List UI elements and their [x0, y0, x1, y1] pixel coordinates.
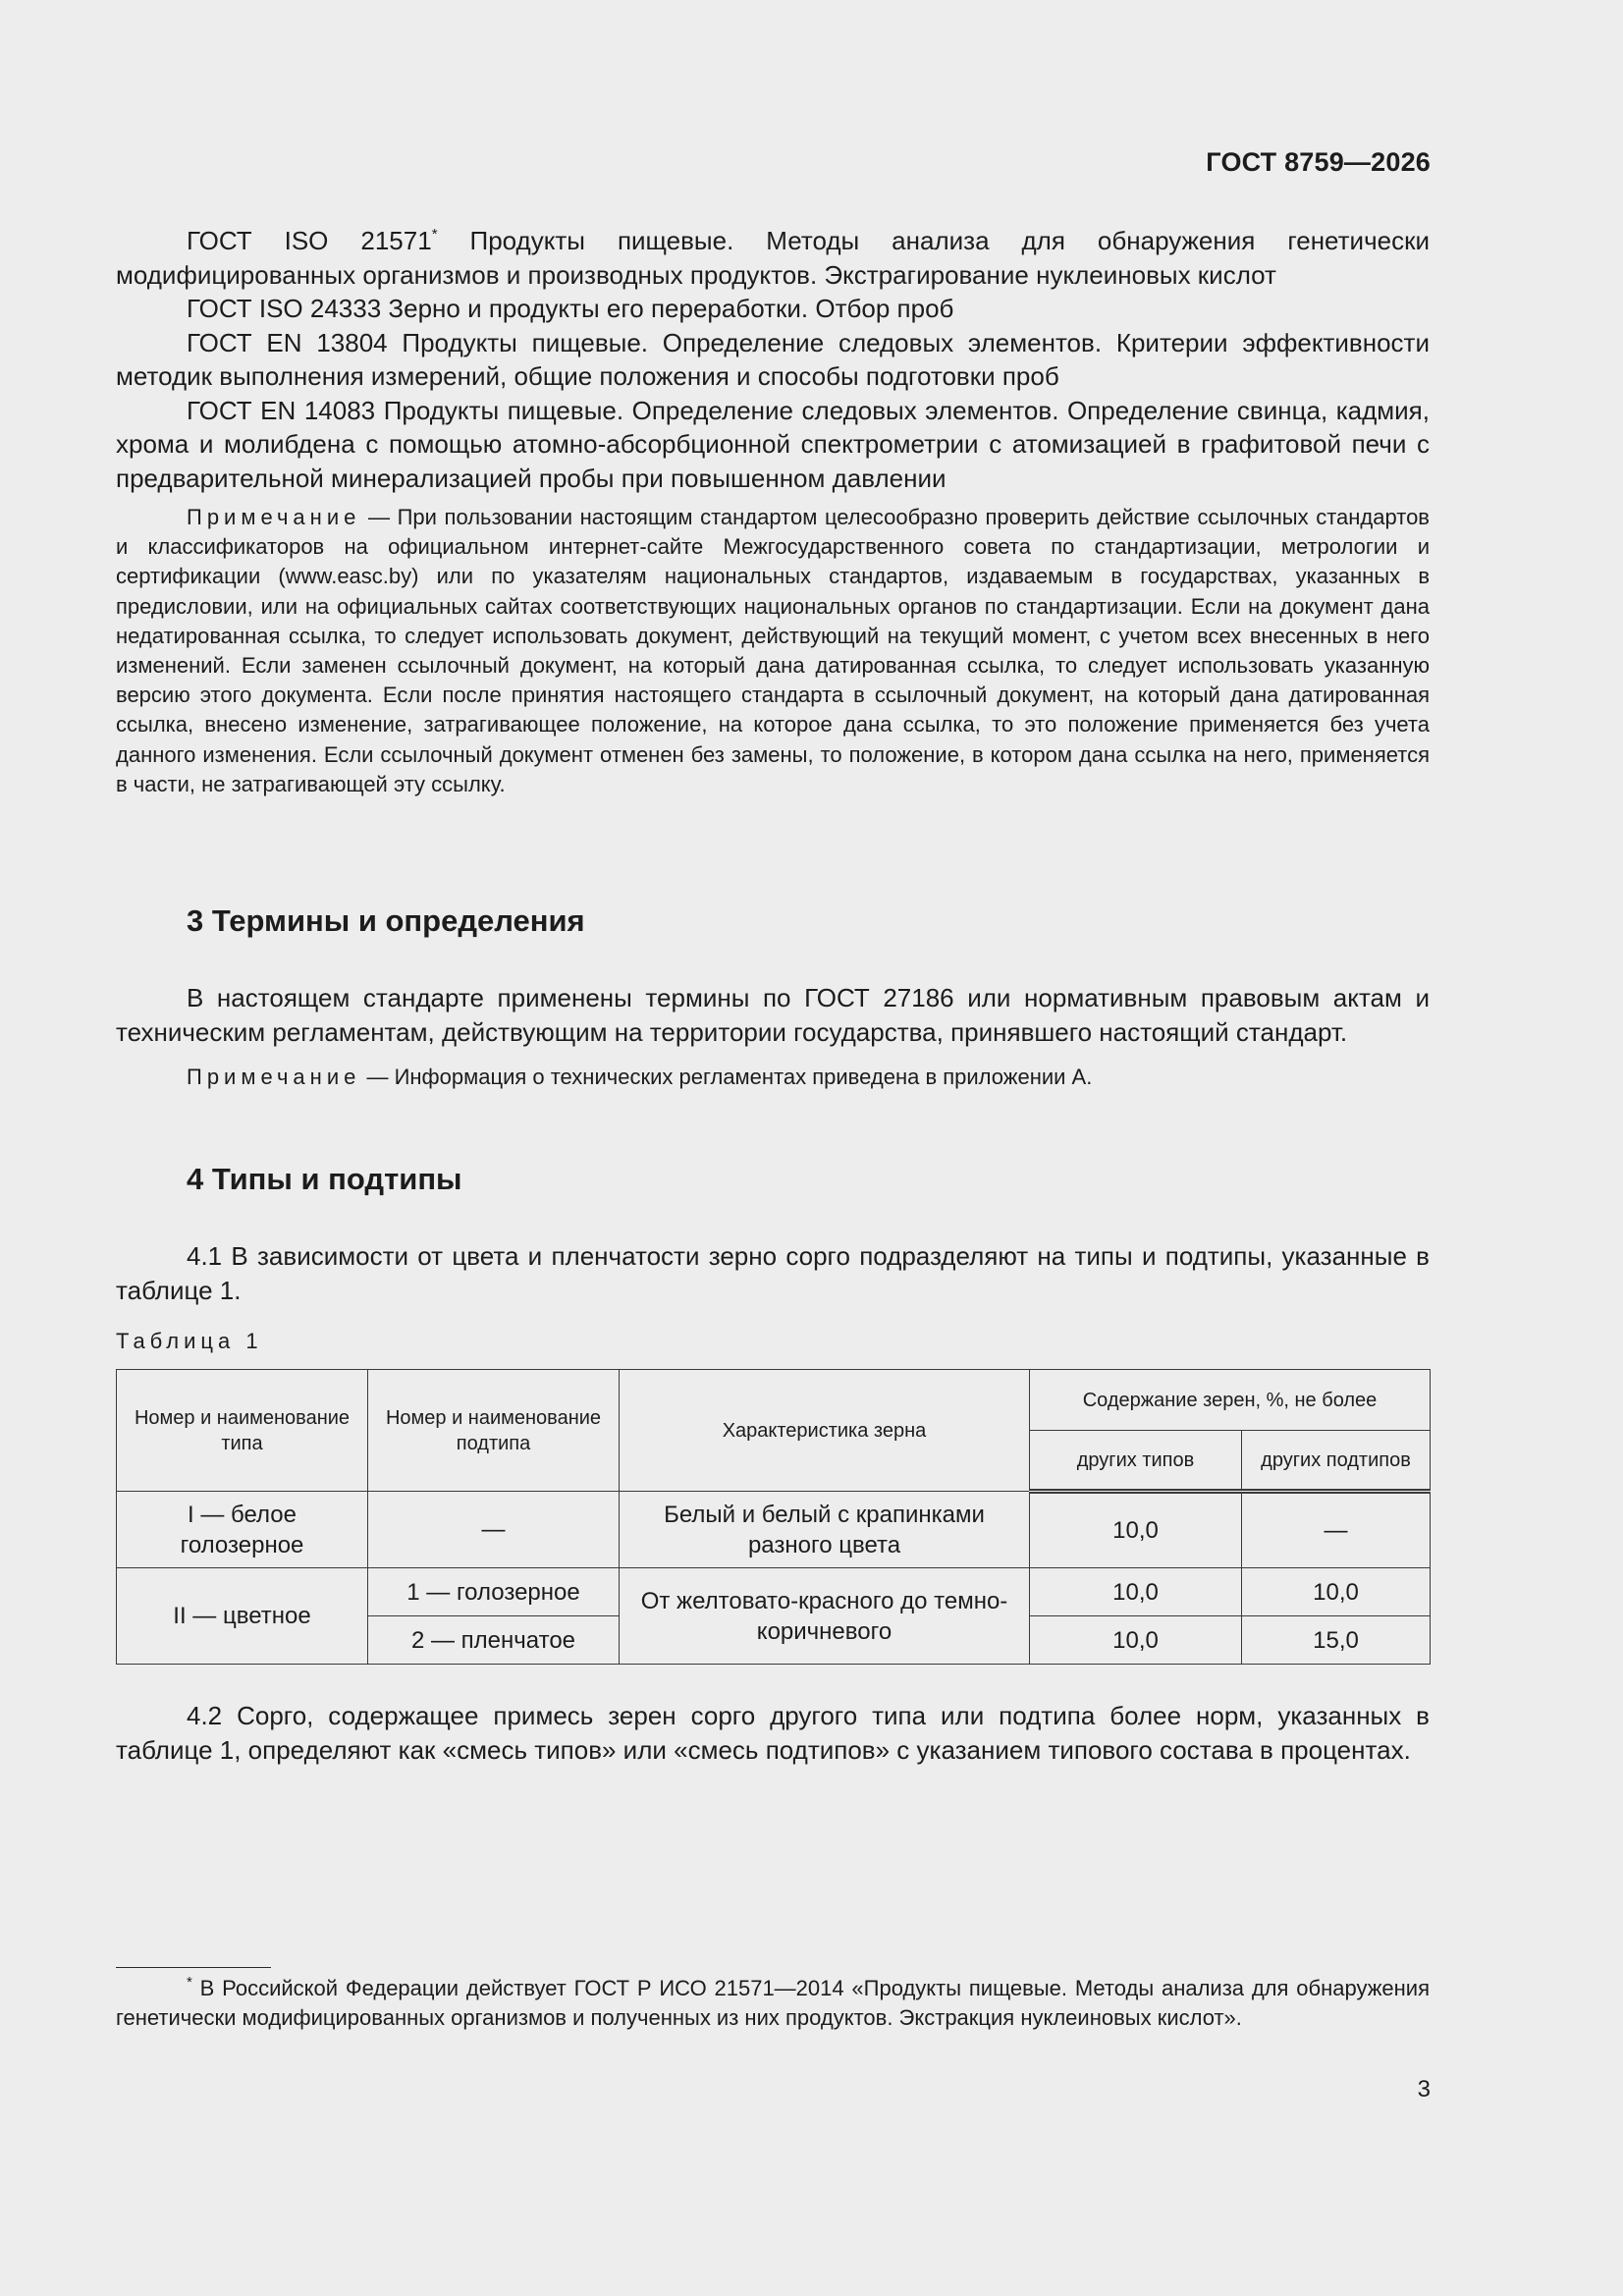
table-header-row	[117, 1370, 1431, 1431]
references-list	[116, 224, 1430, 495]
cell-other-types: 10,0	[1030, 1492, 1242, 1568]
section-3-paragraph: В настоящем стандарте применены термины по ГОСТ 27186 или нормативным правовым актам и техническим регламентам, действующим на территории государства, принявшего настоящий стандарт.	[116, 983, 1430, 1047]
header-type: Номер и наименование типа	[117, 1370, 368, 1492]
table-row	[117, 1492, 1431, 1568]
cell-subtype: 2 — пленчатое	[368, 1616, 620, 1665]
section-3-heading: 3 Термины и определения	[187, 903, 585, 938]
note-label: Примечание	[187, 505, 361, 529]
cell-other-types: 10,0	[1030, 1616, 1242, 1665]
table-caption: Таблица 1	[116, 1329, 263, 1353]
header-content: Содержание зерен, %, не более	[1030, 1370, 1431, 1431]
cell-subtype: —	[368, 1492, 620, 1568]
cell-type: I — белое голозерное	[117, 1492, 368, 1568]
section-3-body	[116, 981, 1430, 1049]
section-4-heading: 4 Типы и подтипы	[187, 1162, 462, 1196]
paragraph-4-2: 4.2 Сорго, содержащее примесь зерен сорго другого типа или подтипа более норм, указанных в таблице 1, определяют как «смесь типов» или «смесь подтипов» с указанием типового состава в процентах.	[116, 1701, 1430, 1765]
document-code-header: ГОСТ 8759—2026	[1206, 147, 1431, 177]
footnote-text: В Российской Федерации действует ГОСТ Р ИСО 21571—2014 «Продукты пищевые. Методы анализа для обнаружения генетически модифицированных организмов и полученных из них продуктов. Экстракция нуклеиновых кислот».	[116, 1976, 1430, 2031]
paragraph-4-1: 4.1 В зависимости от цвета и пленчатости зерно сорго подразделяют на типы и подтипы, указанные в таблице 1.	[116, 1241, 1430, 1305]
note-label: Примечание	[187, 1065, 361, 1089]
note-text: — Информация о технических регламентах приведена в приложении А.	[360, 1065, 1093, 1089]
header-subtype: Номер и наименование подтипа	[368, 1370, 620, 1492]
cell-other-subtypes: 15,0	[1242, 1616, 1431, 1665]
section-4-2	[116, 1699, 1430, 1767]
footnote	[116, 1974, 1430, 2033]
header-other-types: других типов	[1030, 1431, 1242, 1492]
cell-characteristic: От желтовато-красного до темно-коричневого	[620, 1568, 1030, 1665]
cell-type: II — цветное	[117, 1568, 368, 1665]
footnote-mark: *	[431, 226, 438, 243]
footnote-divider	[116, 1967, 271, 1968]
section-3-note	[116, 1063, 1430, 1092]
section-4-1	[116, 1239, 1430, 1307]
footnote-mark: *	[187, 1974, 192, 1991]
cell-subtype: 1 — голозерное	[368, 1568, 620, 1616]
header-characteristic: Характеристика зерна	[620, 1370, 1030, 1492]
types-table	[116, 1369, 1431, 1665]
reference-item: ГОСТ EN 13804 Продукты пищевые. Определение следовых элементов. Критерии эффективности методик выполнения измерений, общие положения и способы подготовки проб	[116, 327, 1430, 391]
header-other-subtypes: других подтипов	[1242, 1431, 1431, 1492]
note-text: — При пользовании настоящим стандартом целесообразно проверить действие ссылочных стандартов и классификаторов на официальном интернет-сайте Межгосударственного совета по стандартизации, метрологии и сертификации (www.easc.by) или по указателям национальных стандартов, издаваемым в государствах, указанных в предисловии, или на официальных сайтах соответствующих национальных органов по стандартизации. Если на документ дана недатированная ссылка, то следует использовать документ, действующий на текущий момент, с учетом всех внесенных в него изменений. Если заменен ссылочный документ, на который дана датированная ссылка, то следует использовать указанную версию этого документа. Если после принятия настоящего стандарта в ссылочный документ, на который дана датированная ссылка, внесено изменение, затрагивающее положение, на которое дана ссылка, то это положение применяется без учета данного изменения. Если ссылочный документ отменен без замены, то положение, в котором дана ссылка на него, применяется в части, не затрагивающей эту ссылку.	[116, 505, 1430, 796]
cell-other-subtypes: —	[1242, 1492, 1431, 1568]
reference-item: ГОСТ ISO 24333 Зерно и продукты его переработки. Отбор проб	[187, 294, 954, 323]
table-row	[117, 1568, 1431, 1616]
reference-item: ГОСТ ISO 21571* Продукты пищевые. Методы анализа для обнаружения генетически модифицированных организмов и производных продуктов. Экстрагирование нуклеиновых кислот	[116, 226, 1430, 290]
cell-other-types: 10,0	[1030, 1568, 1242, 1616]
cell-characteristic: Белый и белый с крапинками разного цвета	[620, 1492, 1030, 1568]
references-note	[116, 503, 1430, 799]
cell-other-subtypes: 10,0	[1242, 1568, 1431, 1616]
reference-item: ГОСТ EN 14083 Продукты пищевые. Определение следовых элементов. Определение свинца, кадмия, хрома и молибдена с помощью атомно-абсорбционной спектрометрии с атомизацией в графитовой печи с предварительной минерализацией пробы при повышенном давлении	[116, 395, 1430, 493]
page-number: 3	[1417, 2076, 1431, 2103]
